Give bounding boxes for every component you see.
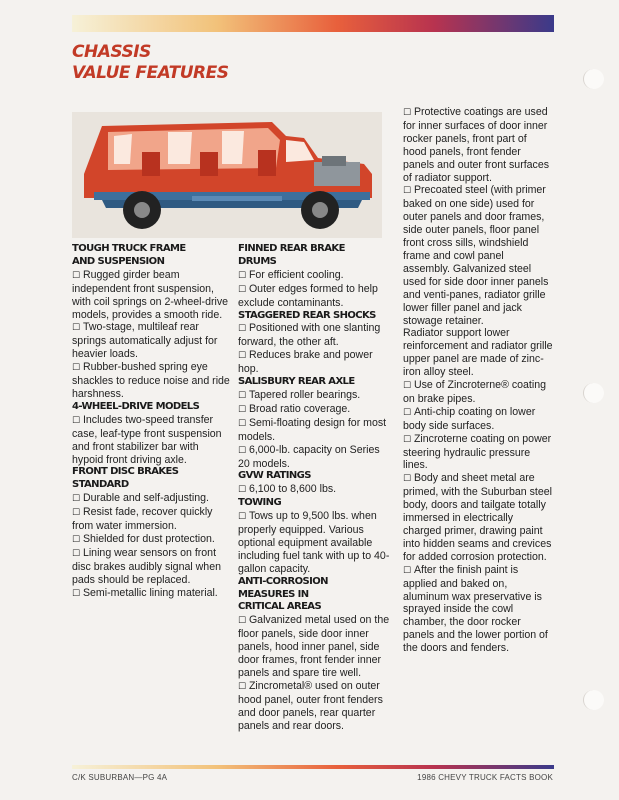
feature-item: ☐ Resist fade, recover quickly from water immersion. — [72, 506, 230, 533]
feature-item: ☐ Rubber-bushed spring eye shackles to reduce noise and ride harshness. — [72, 361, 230, 401]
section-heading: 4-WHEEL-DRIVE MODELS — [72, 400, 200, 412]
page-title — [72, 42, 229, 84]
feature-item: ☐ Lining wear sensors on front disc brakes audibly signal when pads should be replaced. — [72, 547, 230, 587]
section-heading: MEASURES IN — [238, 588, 309, 600]
column-left — [72, 243, 230, 600]
feature-item: ☐ Outer edges formed to help exclude contaminants. — [238, 283, 394, 310]
feature-item: ☐ Precoated steel (with primer baked on one side) used for outer panels and door frames, side outer panels, floor panel front cross sills, windshield frame and cowl panel assembly. Galvanized steel used for side door inner panels and venti-panes, radiator grille lower filler panel and jack stowage retainer. — [403, 184, 553, 327]
feature-item: ☐ For efficient cooling. — [238, 269, 394, 283]
section-heading: STAGGERED REAR SHOCKS — [238, 309, 376, 321]
feature-item: ☐ 6,100 to 8,600 lbs. — [238, 483, 394, 497]
binder-hole — [583, 383, 604, 403]
feature-item: ☐ Includes two-speed transfer case, leaf-type front suspension and front stabilizer bar with hypoid front driving axle. — [72, 414, 230, 467]
section-heading: FINNED REAR BRAKE — [238, 243, 345, 254]
section-heading: DRUMS — [238, 255, 277, 267]
section-heading: AND SUSPENSION — [72, 255, 165, 267]
footer-book-title: 1986 CHEVY TRUCK FACTS BOOK — [417, 773, 553, 782]
feature-item: ☐ Reduces brake and power hop. — [238, 349, 394, 376]
feature-item: ☐ Positioned with one slanting forward, the other aft. — [238, 322, 394, 349]
feature-item: ☐ After the finish paint is applied and baked on, aluminum wax preservative is sprayed inside the cowl chamber, the door rocker panels and the lower portion of the doors and fenders. — [403, 564, 553, 655]
section-heading: TOWING — [238, 497, 282, 509]
feature-item: ☐ Protective coatings are used for inner surfaces of door inner rocker panels, front part of hood panels, front fender panels and outer front surfaces of radiator support. — [403, 106, 553, 184]
section-heading: ANTI-CORROSION — [238, 575, 328, 587]
feature-item: ☐ Use of Zincroterne® coating on brake pipes. — [403, 379, 553, 406]
feature-item: ☐ Rugged girder beam independent front suspension, with coil springs on 2-wheel-drive models, provides a smooth ride. — [72, 269, 230, 322]
suburban-chassis-cutaway-image — [72, 112, 382, 238]
title-line-2: VALUE FEATURES — [72, 63, 229, 83]
binder-hole — [583, 69, 604, 89]
section-heading: SALISBURY REAR AXLE — [238, 376, 355, 388]
feature-item: Radiator support lower reinforcement and radiator grille upper panel are made of zinc-iron alloy steel. — [403, 327, 553, 379]
footer-page-label: C/K SUBURBAN—PG 4A — [72, 773, 168, 782]
feature-item: ☐ Zincroterne coating on power steering hydraulic pressure lines. — [403, 433, 553, 473]
feature-item: ☐ Semi-metallic lining material. — [72, 587, 230, 601]
feature-item: ☐ Galvanized metal used on the floor panels, side door inner panels, hood inner panel, side door frames, front fender inner panels and spare tire well. — [238, 614, 394, 680]
feature-item: ☐ Body and sheet metal are primed, with the Suburban steel body, doors and tailgate totally immersed in electrically charged primer, drawing paint into hidden seams and crevices for added corrosion protection. — [403, 472, 553, 563]
section-heading: GVW RATINGS — [238, 470, 311, 482]
feature-item: ☐ 6,000-lb. capacity on Series 20 models. — [238, 444, 394, 471]
feature-item: ☐ Anti-chip coating on lower body side surfaces. — [403, 406, 553, 433]
column-right — [403, 106, 553, 655]
feature-item: ☐ Semi-floating design for most models. — [238, 417, 394, 444]
feature-item: ☐ Broad ratio coverage. — [238, 403, 394, 417]
section-heading: CRITICAL AREAS — [238, 601, 322, 613]
bottom-gradient-bar — [72, 765, 554, 769]
binder-hole — [583, 690, 604, 710]
column-middle — [238, 243, 394, 733]
top-gradient-bar — [72, 15, 554, 32]
feature-item: ☐ Zincrometal® used on outer hood panel, outer front fenders and door panels, rear quarter panels and rear doors. — [238, 680, 394, 733]
feature-item: ☐ Tapered roller bearings. — [238, 389, 394, 403]
feature-item: ☐ Two-stage, multileaf rear springs automatically adjust for heavier loads. — [72, 321, 230, 361]
feature-item: ☐ Durable and self-adjusting. — [72, 492, 230, 506]
section-heading: STANDARD — [72, 479, 129, 491]
feature-item: ☐ Tows up to 9,500 lbs. when properly equipped. Various optional equipment available including fuel tank with up to 40-gallon capacity. — [238, 510, 394, 576]
title-line-1: CHASSIS — [72, 42, 151, 62]
section-heading: TOUGH TRUCK FRAME — [72, 243, 186, 254]
feature-item: ☐ Shielded for dust protection. — [72, 533, 230, 547]
section-heading: FRONT DISC BRAKES — [72, 466, 179, 478]
